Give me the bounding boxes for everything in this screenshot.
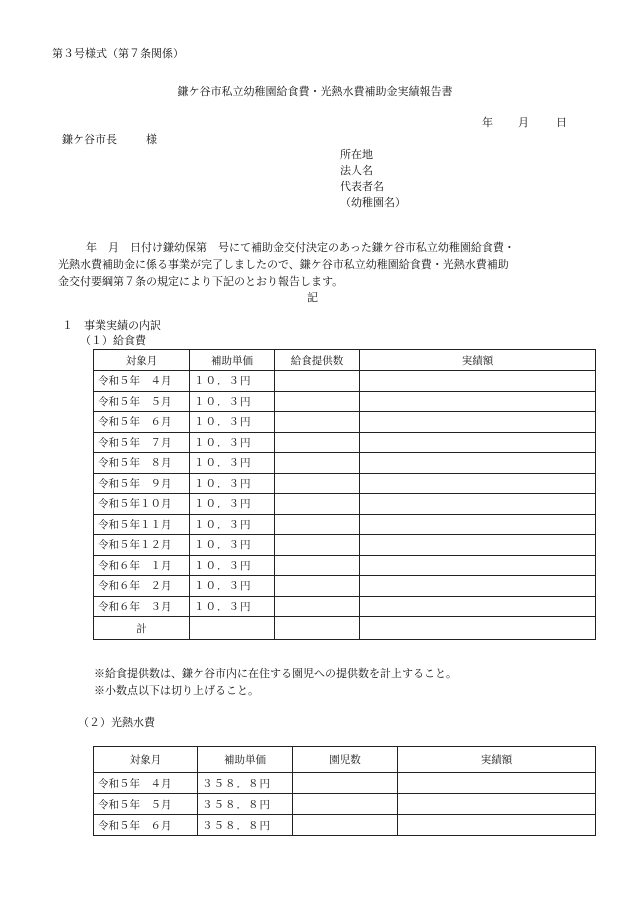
children-count-cell[interactable] (293, 815, 398, 836)
price-cell: １０．３円 (190, 391, 275, 412)
ki-mark: 記 (307, 291, 318, 304)
month-cell: 令和６年 ３月 (94, 596, 190, 617)
column-header: 補助単価 (190, 350, 275, 371)
amount-cell[interactable] (360, 391, 596, 412)
table-row (94, 432, 596, 453)
form-number: 第３号様式（第７条関係） (52, 47, 184, 60)
total-row (94, 617, 596, 640)
count-cell[interactable] (275, 432, 360, 453)
utility-table (93, 746, 596, 836)
table-row (94, 794, 596, 815)
amount-cell[interactable] (360, 494, 596, 515)
date-year: 年 (482, 116, 493, 129)
price-cell: １０．３円 (190, 412, 275, 433)
price-cell: １０．３円 (190, 432, 275, 453)
children-count-cell[interactable] (293, 773, 398, 794)
meal-heading: （１）給食費 (80, 334, 146, 347)
report-body (58, 239, 578, 290)
table-row (94, 815, 596, 836)
amount-cell[interactable] (398, 773, 596, 794)
month-cell: 令和５年 ６月 (94, 412, 190, 433)
total-label: 計 (94, 617, 190, 640)
price-cell: １０．３円 (190, 453, 275, 474)
price-cell: ３５８．８円 (198, 794, 293, 815)
price-cell: １０．３円 (190, 473, 275, 494)
count-cell[interactable] (275, 453, 360, 474)
table-row (94, 494, 596, 515)
amount-cell[interactable] (360, 576, 596, 597)
children-count-cell[interactable] (293, 794, 398, 815)
amount-cell[interactable] (360, 453, 596, 474)
price-cell: １０．３円 (190, 371, 275, 392)
price-cell: ３５８．８円 (198, 773, 293, 794)
count-cell[interactable] (275, 371, 360, 392)
body-line: 金交付要綱第７条の規定により下記のとおり報告します。 (58, 275, 344, 288)
date-day: 日 (556, 116, 567, 129)
price-cell: １０．３円 (190, 576, 275, 597)
applicant-kindergarten: （幼稚園名） (340, 196, 406, 209)
applicant-address: 所在地 (340, 148, 373, 161)
month-cell: 令和５年 ６月 (94, 815, 198, 836)
month-cell: 令和５年１２月 (94, 535, 190, 556)
count-cell[interactable] (275, 494, 360, 515)
amount-cell[interactable] (360, 371, 596, 392)
amount-cell[interactable] (360, 555, 596, 576)
total-price-cell (190, 617, 275, 640)
month-cell: 令和５年 ５月 (94, 794, 198, 815)
document-title: 鎌ケ谷市私立幼稚園給食費・光熱水費補助金実績報告書 (177, 85, 453, 98)
count-cell[interactable] (275, 535, 360, 556)
month-cell: 令和５年 ９月 (94, 473, 190, 494)
column-header: 園児数 (293, 747, 398, 773)
addressee-name: 鎌ケ谷市長 (62, 133, 117, 146)
addressee-honorific: 様 (146, 133, 157, 146)
amount-cell[interactable] (360, 473, 596, 494)
table-row (94, 576, 596, 597)
column-header: 補助単価 (198, 747, 293, 773)
count-cell[interactable] (275, 576, 360, 597)
date-month: 月 (518, 116, 529, 129)
amount-cell[interactable] (360, 514, 596, 535)
note-1: ※給食提供数は、鎌ケ谷市内に在住する園児への提供数を計上すること。 (94, 667, 457, 680)
count-cell[interactable] (275, 514, 360, 535)
column-header: 実績額 (398, 747, 596, 773)
amount-cell[interactable] (360, 596, 596, 617)
table-row (94, 371, 596, 392)
note-2: ※小数点以下は切り上げること。 (94, 684, 259, 697)
column-header: 対象月 (94, 747, 198, 773)
amount-cell[interactable] (360, 412, 596, 433)
column-header: 給食提供数 (275, 350, 360, 371)
table-row (94, 453, 596, 474)
price-cell: １０．３円 (190, 494, 275, 515)
section-1-heading: １ 事業実績の内訳 (62, 319, 161, 332)
count-cell[interactable] (275, 412, 360, 433)
table-row (94, 412, 596, 433)
month-cell: 令和５年 ５月 (94, 391, 190, 412)
amount-cell[interactable] (360, 432, 596, 453)
count-cell[interactable] (275, 596, 360, 617)
table-row (94, 514, 596, 535)
table-row (94, 555, 596, 576)
amount-cell[interactable] (398, 815, 596, 836)
price-cell: ３５８．８円 (198, 815, 293, 836)
total-amount-cell[interactable] (360, 617, 596, 640)
table-row (94, 773, 596, 794)
column-header: 実績額 (360, 350, 596, 371)
month-cell: 令和５年 ７月 (94, 432, 190, 453)
column-header: 対象月 (94, 350, 190, 371)
amount-cell[interactable] (398, 794, 596, 815)
month-cell: 令和５年１０月 (94, 494, 190, 515)
price-cell: １０．３円 (190, 535, 275, 556)
month-cell: 令和５年 ４月 (94, 371, 190, 392)
price-cell: １０．３円 (190, 514, 275, 535)
applicant-corporation: 法人名 (340, 164, 373, 177)
month-cell: 令和６年 ２月 (94, 576, 190, 597)
applicant-representative: 代表者名 (340, 180, 384, 193)
body-line: 光熱水費補助金に係る事業が完了しましたので、鎌ケ谷市私立幼稚園給食費・光熱水費補助 (58, 258, 509, 271)
price-cell: １０．３円 (190, 596, 275, 617)
month-cell: 令和５年１１月 (94, 514, 190, 535)
amount-cell[interactable] (360, 535, 596, 556)
total-count-cell[interactable] (275, 617, 360, 640)
price-cell: １０．３円 (190, 555, 275, 576)
count-cell[interactable] (275, 391, 360, 412)
table-row (94, 473, 596, 494)
month-cell: 令和５年 ４月 (94, 773, 198, 794)
table-row (94, 535, 596, 556)
body-line: 年 月 日付け鎌幼保第 号にて補助金交付決定のあった鎌ケ谷市私立幼稚園給食費・ (86, 241, 515, 254)
month-cell: 令和５年 ８月 (94, 453, 190, 474)
count-cell[interactable] (275, 555, 360, 576)
count-cell[interactable] (275, 473, 360, 494)
month-cell: 令和６年 １月 (94, 555, 190, 576)
utility-heading: （２）光熱水費 (78, 716, 155, 729)
table-row (94, 596, 596, 617)
table-row (94, 391, 596, 412)
meal-table (93, 349, 596, 640)
